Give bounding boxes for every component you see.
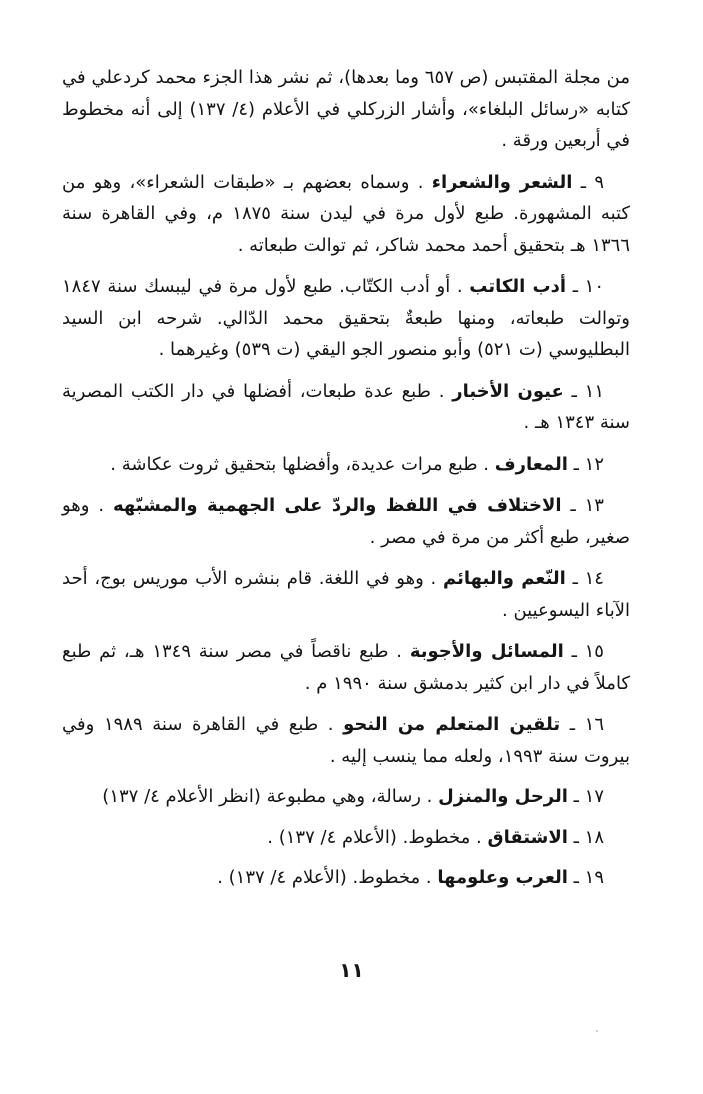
entry-11 xyxy=(62,376,630,439)
entry-18 xyxy=(62,822,630,854)
entry-text: . طبع في القاهرة سنة ١٩٨٩ وفي بيروت سنة ١٩٩٣، ولعله مما ينسب إليه . xyxy=(62,714,630,767)
entry-text: . مخطوط. (الأعلام ٤/ ١٣٧) . xyxy=(267,826,482,848)
entry-text: . طبع مرات عديدة، وأفضلها بتحقيق ثروت عكاشة . xyxy=(110,453,489,475)
entry-text: . رسالة، وهي مطبوعة (انظر الأعلام ٤/ ١٣٧) xyxy=(102,786,433,807)
entry-title: الاختلاف في اللفظ والردّ على الجهمية والمشبّهه xyxy=(112,495,562,516)
entry-title: المعارف xyxy=(494,453,568,475)
entry-number: ١٩ ـ xyxy=(573,867,604,888)
entry-text: . أو أدب الكتّاب. طبع لأول مرة في ليبسك سنة ١٨٤٧ وتوالت طبعاته، ومنها طبعةٌ بتحقيق محمد الدّالي. شرحه ابن السيد البطليوسي (ت ٥٢١) وأبو منصور الجو اليقي (ت ٥٣٩) وغيرهما . xyxy=(62,276,630,360)
entry-number: ٩ ـ xyxy=(580,171,604,193)
entry-17 xyxy=(62,781,630,813)
entry-number: ١٨ ـ xyxy=(573,826,604,848)
entry-9 xyxy=(62,167,630,262)
entry-number: ١٥ ـ xyxy=(571,641,604,662)
entry-text: . مخطوط. (الأعلام ٤/ ١٣٧) . xyxy=(217,867,432,888)
entry-number: ١٠ ـ xyxy=(572,276,604,297)
entry-text: . وهو في اللغة. قام بنشره الأب موريس بوج، أحد الآباء اليسوعيين . xyxy=(62,568,630,621)
entry-text: . طبع عدة طبعات، أفضلها في دار الكتب المصرية سنة ١٣٤٣ هـ . xyxy=(62,380,630,433)
entry-number: ١٢ ـ xyxy=(573,453,604,475)
entry-13 xyxy=(62,490,630,553)
entry-text: . وهو صغير، طبع أكثر من مرة في مصر . xyxy=(62,495,630,548)
entry-title: أدب الكاتب xyxy=(469,276,566,297)
entry-title: النّعم والبهائم xyxy=(443,568,566,589)
intro-paragraph: من مجلة المقتبس (ص ٦٥٧ وما بعدها)، ثم نشر هذا الجزء محمد كردعلي في كتابه «رسائل البلغاء»، وأشار الزركلي في الأعلام (٤/ ١٣٧) إلى أنه مخطوط في أربعين ورقة . xyxy=(62,67,630,151)
scan-speck xyxy=(596,1030,598,1032)
entry-text: . وسماه بعضهم بـ «طبقات الشعراء»، وهو من كتبه المشهورة. طبع لأول مرة في ليدن سنة ١٨٧٥ م، وفي القاهرة سنة ١٣٦٦ هـ بتحقيق أحمد محمد شاكر، ثم توالت طبعاته . xyxy=(62,171,631,256)
entry-14 xyxy=(62,563,630,626)
page-body xyxy=(62,62,630,894)
entry-10 xyxy=(62,271,630,366)
entry-12 xyxy=(62,449,630,481)
entry-number: ١٤ ـ xyxy=(572,568,604,589)
entry-title: الاشتقاق xyxy=(487,826,568,848)
entry-number: ١٧ ـ xyxy=(573,786,604,807)
entry-15 xyxy=(62,636,630,699)
page-number: ١١ xyxy=(339,958,364,982)
entry-16 xyxy=(62,709,630,772)
entry-text: . طبع ناقصاً في مصر سنة ١٣٤٩ هـ، ثم طبع كاملاً في دار ابن كثير بدمشق سنة ١٩٩٠ م . xyxy=(62,641,630,694)
entry-number: ١٣ ـ xyxy=(570,495,604,516)
entry-title: الشعر والشعراء xyxy=(431,171,573,193)
entry-title: عيون الأخبار xyxy=(452,380,564,402)
entry-title: الرحل والمنزل xyxy=(438,786,568,807)
entry-19 xyxy=(62,862,630,894)
entry-number: ١٦ ـ xyxy=(569,714,604,735)
entry-number: ١١ ـ xyxy=(571,380,604,402)
entry-title: المسائل والأجوبة xyxy=(409,641,564,662)
entry-title: العرب وعلومها xyxy=(437,867,568,888)
entry-title: تلقين المتعلم من النحو xyxy=(343,714,561,735)
